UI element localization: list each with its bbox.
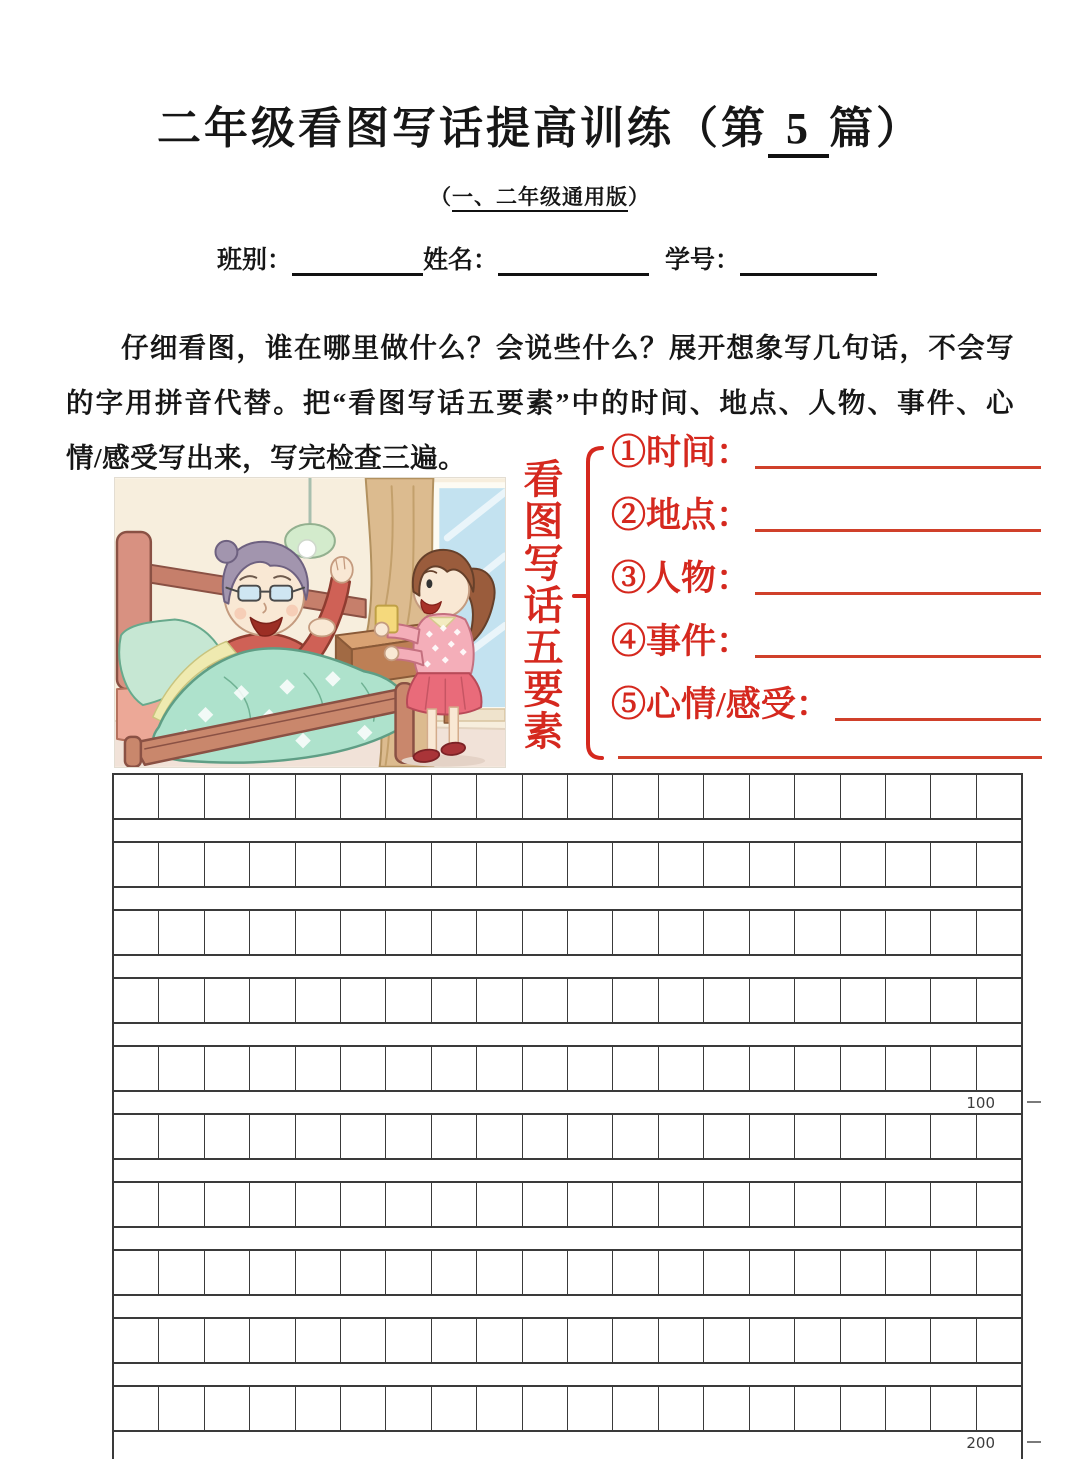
page-subtitle	[0, 181, 1080, 211]
grid-cell	[613, 775, 658, 818]
grid-cell	[523, 843, 568, 886]
field-label-1: 班别：	[217, 247, 293, 274]
five-element-answer-line-2	[755, 529, 1041, 532]
five-element-label-4: ④事件：	[611, 622, 752, 661]
grid-cell	[704, 1319, 749, 1362]
grid-cell	[432, 1387, 477, 1430]
grid-cell-row-6	[114, 1115, 1021, 1160]
grid-cell	[159, 1387, 204, 1430]
grid-cell	[432, 775, 477, 818]
grid-cell	[386, 1047, 431, 1090]
grid-cell	[886, 1047, 931, 1090]
grid-cell	[296, 1115, 341, 1158]
grid-spacer-row-7	[114, 1228, 1021, 1251]
grid-cell	[795, 1319, 840, 1362]
grid-cell	[477, 1047, 522, 1090]
grid-cell-row-9	[114, 1319, 1021, 1364]
grid-cell	[795, 979, 840, 1022]
grid-cell	[613, 1115, 658, 1158]
grid-cell	[931, 1115, 976, 1158]
grid-cell	[296, 1251, 341, 1294]
grid-cell-row-2	[114, 843, 1021, 888]
grid-cell	[977, 1047, 1021, 1090]
grid-cell	[568, 1115, 613, 1158]
grid-cell	[523, 911, 568, 954]
grid-cell	[659, 1387, 704, 1430]
grid-cell	[841, 1387, 886, 1430]
girl-leg-right	[449, 707, 458, 747]
grid-cell	[159, 1319, 204, 1362]
grid-cell	[659, 1047, 704, 1090]
grid-cell	[841, 1319, 886, 1362]
five-element-item-4	[611, 622, 1041, 685]
grid-cell	[114, 1183, 159, 1226]
grid-cell	[613, 1251, 658, 1294]
grid-cell	[477, 1387, 522, 1430]
grid-cell	[114, 1251, 159, 1294]
grid-cell	[341, 1319, 386, 1362]
grid-cell	[795, 1251, 840, 1294]
grid-cell	[886, 911, 931, 954]
grid-cell	[704, 1387, 749, 1430]
grid-cell	[432, 1319, 477, 1362]
grandma-resting-hand	[309, 619, 335, 637]
grid-spacer-row-10	[114, 1432, 1021, 1459]
grid-cell	[114, 843, 159, 886]
word-count-marker: 200	[966, 1434, 995, 1452]
grid-spacer-row-3	[114, 956, 1021, 979]
grid-cell	[341, 843, 386, 886]
grid-cell	[159, 1047, 204, 1090]
grid-cell	[432, 1183, 477, 1226]
grid-cell	[159, 1251, 204, 1294]
grid-cell	[205, 843, 250, 886]
grid-cell	[795, 1387, 840, 1430]
grid-cell	[568, 1319, 613, 1362]
grid-cell	[613, 979, 658, 1022]
grid-cell	[523, 979, 568, 1022]
instructions-line-1: 仔细看图，谁在哪里做什么？会说些什么？展开想象写几句话，不会写	[121, 332, 1014, 363]
grid-cell	[477, 1183, 522, 1226]
grid-cell	[931, 1319, 976, 1362]
grid-cell	[977, 1251, 1021, 1294]
grid-cell	[795, 843, 840, 886]
five-element-answer-line-1	[755, 466, 1041, 469]
grid-cell	[613, 843, 658, 886]
grid-cell	[886, 1183, 931, 1226]
title-episode-number: 5	[768, 103, 829, 158]
grid-cell	[704, 1183, 749, 1226]
grid-cell	[386, 1183, 431, 1226]
grid-cell	[886, 1387, 931, 1430]
grid-cell-row-4	[114, 979, 1021, 1024]
word-count-tick	[1027, 1441, 1041, 1443]
grid-cell	[296, 1319, 341, 1362]
grid-cell	[931, 843, 976, 886]
grid-cell	[205, 1115, 250, 1158]
grid-cell	[750, 1047, 795, 1090]
grid-cell	[568, 1387, 613, 1430]
grid-cell	[432, 1115, 477, 1158]
grid-cell	[205, 911, 250, 954]
grid-cell	[659, 1183, 704, 1226]
grid-cell	[250, 979, 295, 1022]
grid-cell	[205, 1047, 250, 1090]
grid-cell	[477, 843, 522, 886]
grid-cell	[931, 1183, 976, 1226]
grid-cell	[386, 1251, 431, 1294]
grid-cell	[795, 775, 840, 818]
grid-cell	[477, 1319, 522, 1362]
grid-cell-row-7	[114, 1183, 1021, 1228]
grid-cell	[750, 843, 795, 886]
grid-cell	[750, 775, 795, 818]
grid-cell	[523, 1319, 568, 1362]
grid-cell	[568, 1047, 613, 1090]
grid-cell	[750, 1387, 795, 1430]
girl-hand-top	[375, 623, 389, 637]
grid-cell	[432, 1251, 477, 1294]
grid-cell	[659, 1251, 704, 1294]
field-blank-line-1	[292, 245, 423, 276]
grid-cell	[250, 775, 295, 818]
grid-cell	[886, 1319, 931, 1362]
grid-spacer-row-6	[114, 1160, 1021, 1183]
grid-cell	[477, 911, 522, 954]
grid-cell	[659, 843, 704, 886]
grid-cell	[205, 775, 250, 818]
grid-cell	[841, 1115, 886, 1158]
grid-cell	[568, 843, 613, 886]
grid-cell	[750, 1319, 795, 1362]
grid-cell	[159, 1183, 204, 1226]
grid-cell	[477, 979, 522, 1022]
grid-cell	[841, 1183, 886, 1226]
subtitle-close-paren: ）	[628, 185, 650, 209]
answer-extra-line	[618, 724, 1042, 759]
grid-cell	[114, 979, 159, 1022]
grid-cell	[432, 843, 477, 886]
grid-cell	[704, 1115, 749, 1158]
girl-skirt	[407, 673, 482, 714]
grid-cell	[795, 1047, 840, 1090]
instructions-line-3: 情/感受写出来，写完检查三遍。	[66, 442, 467, 473]
grid-cell	[250, 1319, 295, 1362]
field-label-2: 姓名：	[423, 247, 499, 274]
grid-cell	[477, 775, 522, 818]
grid-cell	[477, 1115, 522, 1158]
grid-cell	[386, 911, 431, 954]
grid-cell	[296, 911, 341, 954]
five-element-answer-line-4	[755, 655, 1041, 658]
bracket-icon	[570, 444, 608, 762]
grid-cell	[704, 843, 749, 886]
grid-cell	[977, 1115, 1021, 1158]
girl-leg-left	[427, 709, 436, 753]
grid-cell	[114, 911, 159, 954]
bedroom-illustration	[114, 477, 506, 768]
grid-cell	[523, 1251, 568, 1294]
grid-cell	[659, 775, 704, 818]
grid-spacer-row-4	[114, 1024, 1021, 1047]
grid-cell	[977, 775, 1021, 818]
grid-cell	[296, 1047, 341, 1090]
grid-spacer-row-9	[114, 1364, 1021, 1387]
grid-cell	[613, 911, 658, 954]
grid-cell-row-5	[114, 1047, 1021, 1092]
grid-spacer-row-1	[114, 820, 1021, 843]
grid-cell	[205, 1319, 250, 1362]
five-elements-list	[611, 433, 1041, 748]
grid-cell-row-1	[114, 775, 1021, 820]
page-title	[0, 92, 1080, 158]
grid-cell	[341, 1387, 386, 1430]
grid-cell	[523, 775, 568, 818]
grid-cell	[341, 1115, 386, 1158]
grid-cell	[750, 1183, 795, 1226]
field-blank-line-3	[740, 245, 877, 276]
grid-cell	[114, 1115, 159, 1158]
grid-cell	[386, 775, 431, 818]
grid-cell-row-8	[114, 1251, 1021, 1296]
grandma-hair-bun	[215, 541, 237, 563]
grid-cell	[205, 1387, 250, 1430]
title-prefix: 二年级看图写话提高训练（第	[157, 104, 768, 153]
grid-cell	[159, 979, 204, 1022]
girl-hand-bottom	[385, 646, 399, 660]
grid-cell	[977, 911, 1021, 954]
grid-cell	[931, 979, 976, 1022]
grid-cell	[159, 775, 204, 818]
grid-cell	[841, 979, 886, 1022]
title-suffix: 篇）	[829, 104, 923, 153]
grid-cell	[114, 1319, 159, 1362]
grid-cell	[704, 1047, 749, 1090]
grid-cell	[386, 1319, 431, 1362]
grid-cell	[341, 775, 386, 818]
grid-cell	[568, 1251, 613, 1294]
grid-cell-row-10	[114, 1387, 1021, 1432]
field-blank-line-2	[498, 245, 649, 276]
composition-grid	[112, 773, 1023, 1459]
grid-cell	[841, 1251, 886, 1294]
five-element-label-2: ②地点：	[611, 496, 752, 535]
grid-cell	[432, 911, 477, 954]
grid-cell	[159, 911, 204, 954]
grid-cell	[977, 843, 1021, 886]
grid-cell	[613, 1047, 658, 1090]
grid-cell	[795, 1115, 840, 1158]
grid-cell	[977, 1319, 1021, 1362]
grid-cell	[523, 1047, 568, 1090]
grid-cell	[841, 911, 886, 954]
grid-cell	[205, 979, 250, 1022]
grid-cell	[296, 1387, 341, 1430]
grid-cell	[296, 843, 341, 886]
grid-cell	[886, 1251, 931, 1294]
grid-cell	[159, 1115, 204, 1158]
grid-cell	[386, 979, 431, 1022]
grid-cell	[250, 1387, 295, 1430]
grid-cell	[977, 1183, 1021, 1226]
five-element-item-3	[611, 559, 1041, 622]
grid-cell	[931, 1251, 976, 1294]
grid-cell	[977, 1387, 1021, 1430]
instructions-line-2: 的字用拼音代替。把“看图写话五要素”中的时间、地点、人物、事件、心	[66, 387, 1014, 418]
grid-cell	[841, 1047, 886, 1090]
grid-cell	[386, 843, 431, 886]
grid-cell	[750, 1115, 795, 1158]
grid-cell	[250, 1183, 295, 1226]
word-count-marker: 100	[966, 1094, 995, 1112]
grid-cell	[205, 1183, 250, 1226]
five-element-label-1: ①时间：	[611, 433, 752, 472]
grid-cell	[250, 843, 295, 886]
subtitle-text: 一、二年级通用版	[452, 185, 628, 212]
grid-cell	[250, 1251, 295, 1294]
grid-cell	[659, 1319, 704, 1362]
grid-cell	[250, 1047, 295, 1090]
grid-cell	[341, 1251, 386, 1294]
word-count-tick	[1027, 1101, 1041, 1103]
five-element-answer-line-3	[755, 592, 1041, 595]
grandma-raised-hand	[331, 557, 353, 583]
grid-cell	[341, 911, 386, 954]
grid-cell	[886, 979, 931, 1022]
five-element-item-2	[611, 496, 1041, 559]
grid-spacer-row-2	[114, 888, 1021, 911]
grid-cell	[114, 775, 159, 818]
grid-cell	[568, 911, 613, 954]
grid-cell	[750, 979, 795, 1022]
grid-cell	[795, 1183, 840, 1226]
grid-cell	[523, 1115, 568, 1158]
grid-cell	[250, 1115, 295, 1158]
field-label-3: 学号：	[665, 247, 741, 274]
grid-cell	[704, 1251, 749, 1294]
grid-cell	[432, 979, 477, 1022]
grid-cell	[523, 1183, 568, 1226]
grid-cell	[886, 843, 931, 886]
grid-spacer-row-8	[114, 1296, 1021, 1319]
grid-cell	[341, 979, 386, 1022]
grid-cell	[841, 775, 886, 818]
grid-cell	[205, 1251, 250, 1294]
grid-cell	[750, 1251, 795, 1294]
grid-cell	[841, 843, 886, 886]
grid-cell	[386, 1387, 431, 1430]
grid-cell	[159, 843, 204, 886]
five-element-label-3: ③人物：	[611, 559, 752, 598]
grid-cell	[114, 1387, 159, 1430]
grid-cell	[341, 1047, 386, 1090]
grid-cell	[568, 1183, 613, 1226]
grid-cell	[341, 1183, 386, 1226]
grid-cell	[704, 979, 749, 1022]
grid-cell	[795, 911, 840, 954]
student-info-fields	[217, 240, 877, 276]
grid-cell	[568, 979, 613, 1022]
grid-cell-row-3	[114, 911, 1021, 956]
grid-cell	[568, 775, 613, 818]
grid-cell	[296, 775, 341, 818]
grid-cell	[386, 1115, 431, 1158]
grid-cell	[296, 1183, 341, 1226]
five-element-item-1	[611, 433, 1041, 496]
grid-cell	[704, 911, 749, 954]
grid-cell	[250, 911, 295, 954]
grid-cell	[659, 1115, 704, 1158]
grid-cell	[114, 1047, 159, 1090]
grid-cell	[886, 775, 931, 818]
subtitle-open-paren: （	[430, 185, 452, 209]
grid-cell	[659, 979, 704, 1022]
grid-cell	[931, 1387, 976, 1430]
five-element-answer-line-5	[835, 718, 1041, 721]
grid-cell	[613, 1319, 658, 1362]
grid-cell	[523, 1387, 568, 1430]
grid-cell	[750, 911, 795, 954]
grid-cell	[613, 1387, 658, 1430]
grid-cell	[477, 1251, 522, 1294]
five-element-label-5: ⑤心情/感受：	[611, 685, 831, 724]
grid-cell	[931, 775, 976, 818]
grid-cell	[659, 911, 704, 954]
grid-cell	[704, 775, 749, 818]
grid-cell	[613, 1183, 658, 1226]
grid-cell	[977, 979, 1021, 1022]
grid-cell	[931, 911, 976, 954]
grid-spacer-row-5	[114, 1092, 1021, 1115]
grid-cell	[931, 1047, 976, 1090]
grid-cell	[432, 1047, 477, 1090]
five-elements-vertical-label: 看图写话五要素	[518, 458, 563, 752]
grid-cell	[296, 979, 341, 1022]
grid-cell	[886, 1115, 931, 1158]
